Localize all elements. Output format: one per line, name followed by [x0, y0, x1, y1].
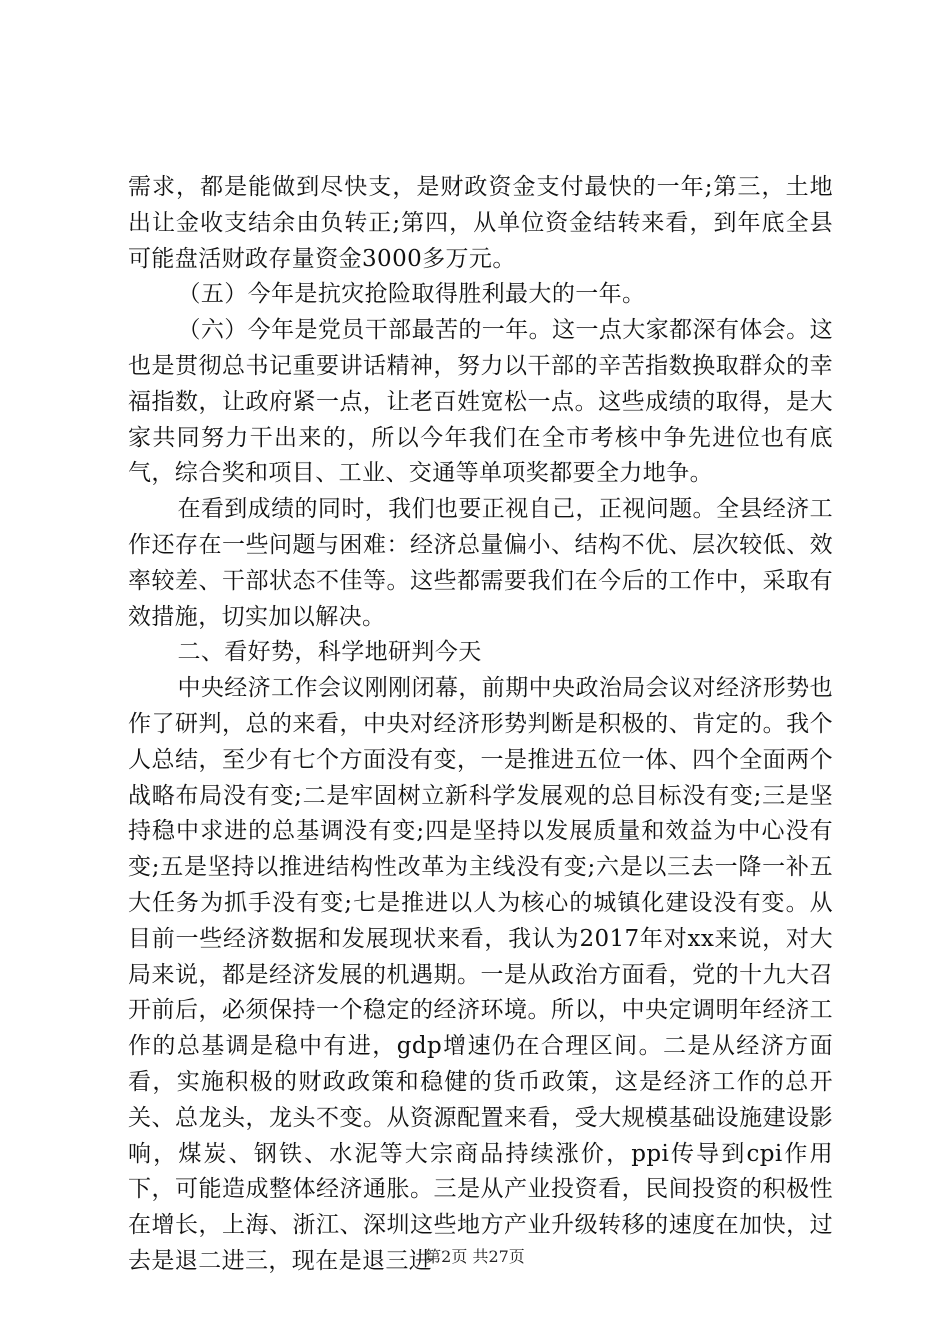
paragraph-3: （六）今年是党员干部最苦的一年。这一点大家都深有体会。这也是贯彻总书记重要讲话精神，努力以干部的辛苦指数换取群众的幸福指数，让政府紧一点，让老百姓宽松一点。这些成绩的取得，是大家共同努力干出来的，所以今年我们在全市考核中争先进位也有底气，综合奖和项目、工业、交通等单项奖都要全力地争。	[128, 317, 833, 487]
paragraph-1: 需求，都是能做到尽快支，是财政资金支付最快的一年;第三，土地出让金收支结余由负转正;第四，从单位资金结转来看，到年底全县可能盘活财政存量资金3000多万元。	[128, 174, 833, 272]
page-number-footer: 第2页 共27页	[425, 1247, 525, 1266]
paragraph-2: （五）今年是抗灾抢险取得胜利最大的一年。	[177, 281, 646, 308]
paragraph-5: 中央经济工作会议刚刚闭幕，前期中央政治局会议对经济形势也作了研判，总的来看，中央对经济形势判断是积极的、肯定的。我个人总结，至少有七个方面没有变，一是推进五位一体、四个全面两个战略布局没有变;二是牢固树立新科学发展观的总目标没有变;三是坚持稳中求进的总基调没有变;四是坚持以发展质量和效益为中心没有变;五是坚持以推进结构性改革为主线没有变;六是以三去一降一补五大任务为抓手没有变;七是推进以人为核心的城镇化建设没有变。从目前一些经济数据和发展现状来看，我认为2017年对xx来说，对大局来说，都是经济发展的机遇期。一是从政治方面看，党的十九大召开前后，必须保持一个稳定的经济环境。所以，中央定调明年经济工作的总基调是稳中有进，gdp增速仍在合理区间。二是从经济方面看，实施积极的财政政策和稳健的货币政策，这是经济工作的总开关、总龙头，龙头不变。从资源配置来看，受大规模基础设施建设影响，煤炭、钢铁、水泥等大宗商品持续涨价，ppi传导到cpi作用下，可能造成整体经济通胀。三是从产业投资看，民间投资的积极性在增长，上海、浙江、深圳这些地方产业升级转移的速度在加快，过去是退二进三，现在是退三进	[128, 675, 833, 1274]
document-body	[128, 170, 833, 1280]
paragraph-4: 在看到成绩的同时，我们也要正视自己，正视问题。全县经济工作还存在一些问题与困难：经济总量偏小、结构不优、层次较低、效率较差、干部状态不佳等。这些都需要我们在今后的工作中，采取有效措施，切实加以解决。	[128, 496, 833, 630]
section-heading: 二、看好势，科学地研判今天	[177, 639, 482, 666]
